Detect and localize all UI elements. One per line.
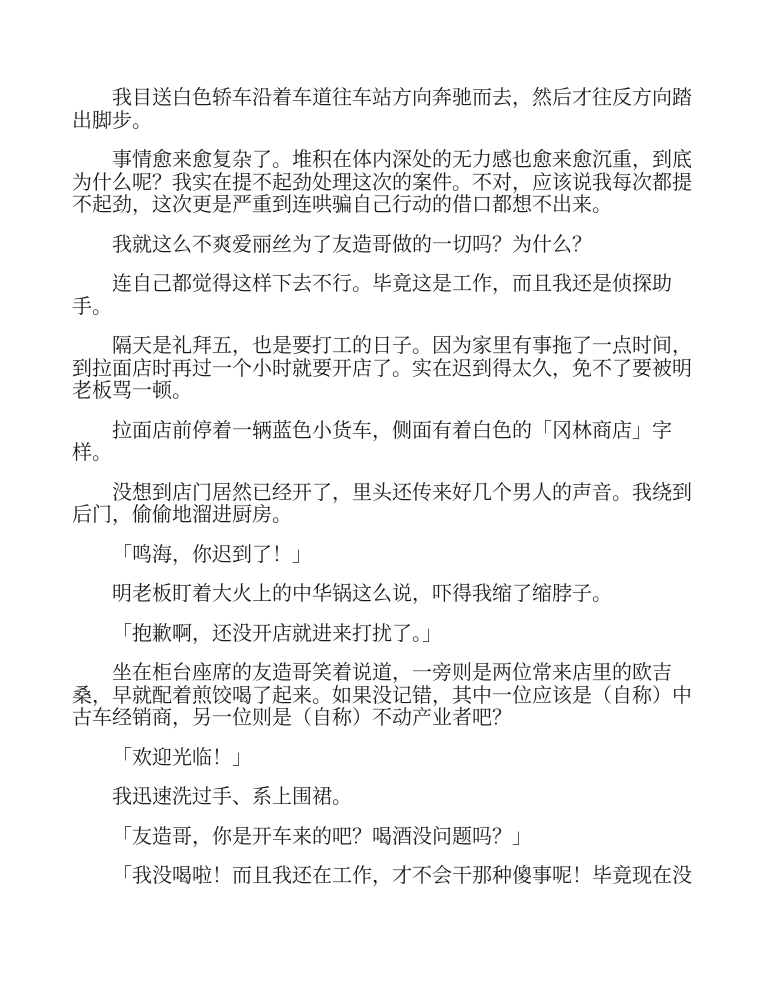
text-line: 我目送白色轿车沿着车道往车站方向奔驰而去，然后才往反方向踏 (112, 85, 692, 109)
paragraph (72, 864, 699, 887)
text-line: 拉面店前停着一辆蓝色小货车，侧面有着白色的「冈林商店」字 (112, 417, 672, 442)
text-line: 老板骂一顿。 (72, 378, 192, 402)
text-line: 「我没喝啦！而且我还在工作，才不会干那种傻事呢！毕竟现在没 (112, 863, 692, 887)
text-line: 没想到店门居然已经开了，里头还传来好几个男人的声音。我绕到 (112, 479, 692, 504)
text-line: 我迅速洗过手、系上围裙。 (112, 784, 352, 808)
text-line: 「欢迎光临！」 (112, 744, 252, 769)
text-line: 到拉面店时再过一个小时就要开店了。实在迟到得太久，免不了要被明 (72, 355, 692, 380)
text-line: 后门，偷偷地溜进厨房。 (72, 502, 292, 526)
text-line: 手。 (72, 293, 112, 318)
text-line: 样。 (72, 440, 112, 464)
text-line: 古车经销商，另一位则是（自称）不动产业者吧？ (72, 705, 512, 729)
text-line: 「鸣海，你迟到了！」 (112, 541, 312, 566)
text-line: 连自己都觉得这样下去不行。毕竟这是工作，而且我还是侦探助 (112, 271, 672, 295)
paragraph (72, 661, 699, 729)
paragraph (72, 272, 699, 317)
paragraph (72, 825, 699, 848)
paragraph (72, 148, 699, 216)
paragraph (72, 622, 699, 645)
paragraph (72, 233, 699, 256)
paragraph (72, 334, 699, 402)
text-line: 坐在柜台座席的友造哥笑着说道，一旁则是两位常来店里的欧吉 (112, 660, 672, 684)
text-line: 「抱歉啊，还没开店就进来打扰了。」 (112, 620, 442, 645)
text-block (72, 86, 699, 887)
paragraph (72, 543, 699, 566)
text-line: 隔天是礼拜五，也是要打工的日子。因为家里有事拖了一点时间， (112, 333, 692, 357)
text-line: 我就这么不爽爱丽丝为了友造哥做的一切吗？为什么？ (112, 231, 592, 256)
paragraph (72, 785, 699, 808)
text-line: 为什么呢？我实在提不起劲处理这次的案件。不对，应该说我每次都提 (72, 169, 692, 194)
text-line: 不起劲，这次更是严重到连哄骗自己行动的借口都想不出来。 (72, 192, 612, 216)
text-line: 「友造哥，你是开车来的吧？喝酒没问题吗？」 (112, 823, 532, 848)
paragraph (72, 419, 699, 464)
text-line: 桑，早就配着煎饺喝了起来。如果没记错，其中一位应该是（自称）中 (72, 682, 692, 707)
paragraph (72, 582, 699, 605)
paragraph (72, 746, 699, 769)
paragraph (72, 481, 699, 526)
text-line: 出脚步。 (72, 107, 152, 132)
text-line: 明老板盯着大火上的中华锅这么说，吓得我缩了缩脖子。 (112, 581, 612, 605)
text-line: 事情愈来愈复杂了。堆积在体内深处的无力感也愈来愈沉重，到底 (112, 147, 692, 171)
paragraph (72, 86, 699, 131)
